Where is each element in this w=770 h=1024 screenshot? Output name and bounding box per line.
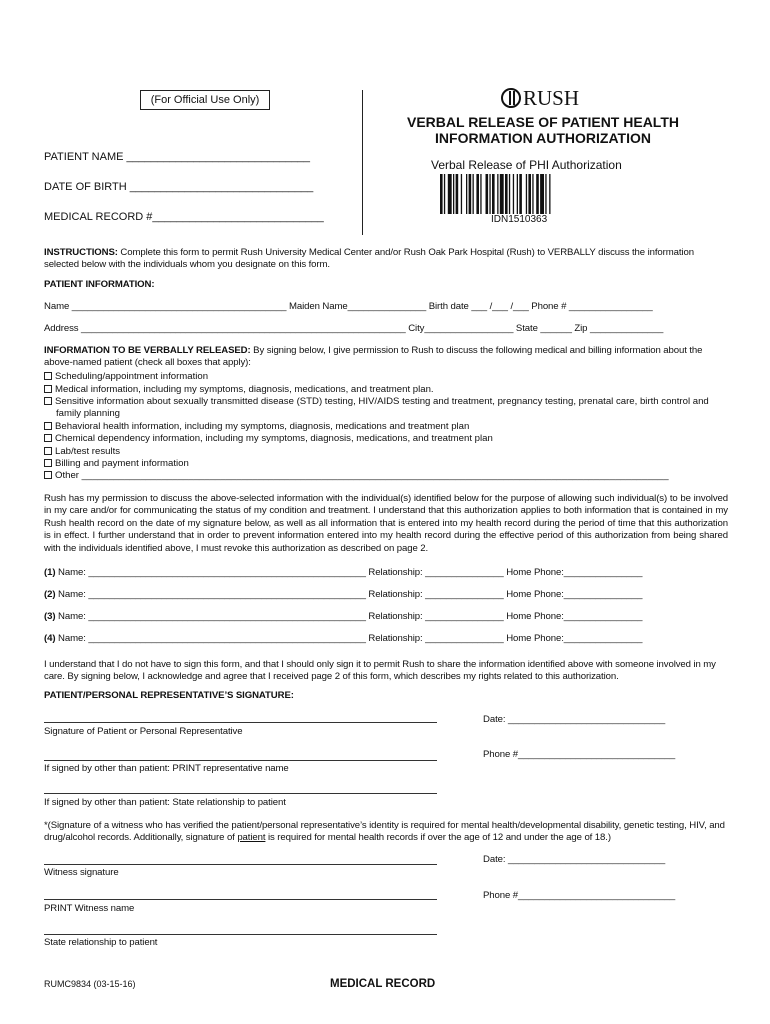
medical-record-footer: MEDICAL RECORD bbox=[330, 978, 436, 990]
checkbox[interactable] bbox=[44, 459, 52, 467]
rush-logo bbox=[501, 86, 579, 111]
representative-phone-field[interactable]: Phone #______________________________ bbox=[483, 749, 676, 760]
witness-signature-line[interactable] bbox=[44, 864, 437, 865]
form-title-line-1: VERBAL RELEASE OF PATIENT HEALTH bbox=[407, 114, 679, 130]
rush-logo-icon bbox=[501, 88, 521, 108]
barcode-bar bbox=[489, 174, 490, 214]
barcode-bar bbox=[486, 174, 489, 214]
barcode-number: IDN1510363 bbox=[491, 214, 548, 225]
barcode-bar bbox=[526, 174, 527, 214]
patient-date-field[interactable]: Date: ______________________________ bbox=[483, 714, 666, 725]
checkbox[interactable] bbox=[44, 385, 52, 393]
release-option-label: Behavioral health information, including my symptoms, diagnosis, medications and treatment plan bbox=[55, 421, 470, 432]
individual-number: (2) bbox=[44, 589, 56, 600]
barcode-bar bbox=[456, 174, 459, 214]
individual-fields[interactable]: Name: _____________________________________________________ Relationship: _______________ Home Phone:_______________ bbox=[55, 589, 643, 600]
barcode bbox=[440, 174, 606, 214]
barcode-bar bbox=[473, 174, 474, 214]
patient-info-line-1[interactable]: Name _________________________________________ Maiden Name_______________ Birth date ___ /___ /___ Phone # ________________ bbox=[44, 301, 653, 312]
barcode-bar bbox=[545, 174, 546, 214]
header-divider bbox=[362, 90, 363, 235]
checkbox[interactable] bbox=[44, 372, 52, 380]
checkbox[interactable] bbox=[44, 397, 52, 405]
witness-name-label: PRINT Witness name bbox=[44, 903, 135, 914]
individual-number: (1) bbox=[44, 567, 56, 578]
barcode-bar bbox=[509, 174, 510, 214]
form-title bbox=[378, 114, 708, 146]
barcode-bar bbox=[440, 174, 443, 214]
barcode-bar bbox=[549, 174, 550, 214]
barcode-bar bbox=[461, 174, 462, 214]
checkbox[interactable] bbox=[44, 471, 52, 479]
release-option-label: Sensitive information about sexually transmitted disease (STD) testing, HIV/AIDS testing and treatment, pregnancy testing, prenatal care, birth control and family planning bbox=[55, 396, 709, 420]
permission-paragraph: Rush has my permission to discuss the above-selected information with the individual(s) identified below for the purpose of allowing such individual(s) to be involved in my care and/or for communicating the status of my condition and treatment. I understand that this authorization applies to both information that is contained in my Rush health record on the date of my signature below, as well as all information that is entered into my health record during the period of time that this authorization is in effect. I further understand that in order to prevent information entered into my health record during the effective period of this authorization from being shared with the individuals identified above, I must revoke this authorization as described on page 2. bbox=[44, 493, 728, 554]
barcode-bar bbox=[466, 174, 467, 214]
barcode-bar bbox=[480, 174, 481, 214]
barcode-bar bbox=[519, 174, 522, 214]
witness-name-line[interactable] bbox=[44, 899, 437, 900]
barcode-bar bbox=[505, 174, 508, 214]
witness-phone-field[interactable]: Phone #______________________________ bbox=[483, 890, 676, 901]
representative-name-line[interactable] bbox=[44, 760, 437, 761]
release-label: INFORMATION TO BE VERBALLY RELEASED: bbox=[44, 345, 251, 356]
signature-header: PATIENT/PERSONAL REPRESENTATIVE’S SIGNATURE: bbox=[44, 690, 294, 701]
release-option-label: Medical information, including my symptoms, diagnosis, medications, and treatment plan. bbox=[55, 384, 434, 395]
individual-number: (4) bbox=[44, 633, 56, 644]
form-number: RUMC9834 (03-15-16) bbox=[44, 979, 136, 989]
patient-info-header: PATIENT INFORMATION: bbox=[44, 279, 155, 290]
individual-number: (3) bbox=[44, 611, 56, 622]
individual-4-row[interactable] bbox=[44, 633, 642, 644]
release-option-sensitive[interactable] bbox=[44, 396, 728, 421]
release-option-label: Chemical dependency information, including my symptoms, diagnosis, medications, and treatment plan bbox=[55, 433, 493, 444]
barcode-title: Verbal Release of PHI Authorization bbox=[431, 158, 622, 172]
representative-relationship-line[interactable] bbox=[44, 793, 437, 794]
witness-date-field[interactable]: Date: ______________________________ bbox=[483, 854, 666, 865]
barcode-bar bbox=[513, 174, 514, 214]
barcode-bar bbox=[497, 174, 498, 214]
release-option-label: Billing and payment information bbox=[55, 458, 189, 469]
individual-2-row[interactable] bbox=[44, 589, 642, 600]
barcode-bar bbox=[540, 174, 544, 214]
checkbox[interactable] bbox=[44, 434, 52, 442]
witness-note bbox=[44, 820, 728, 845]
representative-relationship-label: If signed by other than patient: State relationship to patient bbox=[44, 797, 286, 808]
release-option-label: Other ______________________________________________________________________________________________________________ bbox=[55, 470, 669, 481]
patient-signature-label: Signature of Patient or Personal Representative bbox=[44, 726, 243, 737]
individual-fields[interactable]: Name: _____________________________________________________ Relationship: _______________ Home Phone:_______________ bbox=[55, 611, 643, 622]
barcode-bar bbox=[448, 174, 452, 214]
witness-note-patient: patient bbox=[237, 832, 266, 844]
instructions-label: INSTRUCTIONS: bbox=[44, 247, 118, 258]
release-option-chemical[interactable] bbox=[44, 433, 736, 445]
instructions-text: Complete this form to permit Rush University Medical Center and/or Rush Oak Park Hospital (Rush) to VERBALLY discuss the information selected below with the individuals whom you designate on this form. bbox=[44, 247, 694, 271]
witness-relationship-line[interactable] bbox=[44, 934, 437, 935]
release-option-other[interactable] bbox=[44, 470, 728, 482]
official-use-box: (For Official Use Only) bbox=[140, 90, 270, 110]
release-option-label: Scheduling/appointment information bbox=[55, 371, 209, 382]
witness-note-text-end: is required for mental health records if over the age of 12 and under the age of 18.) bbox=[265, 832, 611, 844]
barcode-bar bbox=[536, 174, 539, 214]
release-option-billing[interactable] bbox=[44, 458, 736, 470]
instructions bbox=[44, 247, 728, 272]
checkbox[interactable] bbox=[44, 422, 52, 430]
barcode-bar bbox=[517, 174, 518, 214]
individual-fields[interactable]: Name: _____________________________________________________ Relationship: _______________ Home Phone:_______________ bbox=[55, 633, 643, 644]
release-option-label: Lab/test results bbox=[55, 446, 121, 457]
individual-fields[interactable]: Name: _____________________________________________________ Relationship: _______________ Home Phone:_______________ bbox=[55, 567, 643, 578]
patient-signature-line[interactable] bbox=[44, 722, 437, 723]
barcode-bar bbox=[492, 174, 495, 214]
representative-name-label: If signed by other than patient: PRINT representative name bbox=[44, 763, 289, 774]
barcode-bar bbox=[453, 174, 454, 214]
witness-signature-label: Witness signature bbox=[44, 867, 119, 878]
release-option-behavioral[interactable] bbox=[44, 421, 736, 433]
witness-note-text: *(Signature of a witness who has verified the patient/personal representative’s identity is required for mental health/developmental disability, genetic testing, HIV, and drug/alcohol records. Additionally, signature of bbox=[44, 820, 725, 844]
barcode-bar bbox=[469, 174, 472, 214]
barcode-bar bbox=[528, 174, 531, 214]
release-option-scheduling[interactable] bbox=[44, 371, 736, 383]
patient-name-field[interactable]: PATIENT NAME ______________________________ bbox=[44, 151, 311, 163]
date-of-birth-field[interactable]: DATE OF BIRTH ______________________________ bbox=[44, 181, 314, 193]
understand-paragraph: I understand that I do not have to sign this form, and that I should only sign it to permit Rush to share the information identified above with someone involved in my care. By signing below, I acknowledge and agree that I received page 2 of this form, which describes my rights related to this authorization. bbox=[44, 659, 716, 683]
rush-logo-text: RUSH bbox=[523, 86, 580, 110]
medical-record-field[interactable]: MEDICAL RECORD #____________________________ bbox=[44, 211, 324, 223]
individual-3-row[interactable] bbox=[44, 611, 642, 622]
checkbox[interactable] bbox=[44, 447, 52, 455]
patient-info-line-2[interactable]: Address ______________________________________________________________ City_________________ State ______ Zip ______________ bbox=[44, 323, 664, 334]
form-title-line-2: INFORMATION AUTHORIZATION bbox=[435, 130, 651, 146]
barcode-bar bbox=[444, 174, 445, 214]
release-option-lab[interactable] bbox=[44, 446, 736, 458]
individual-1-row[interactable] bbox=[44, 567, 642, 578]
release-intro bbox=[44, 345, 728, 370]
barcode-bar bbox=[532, 174, 533, 214]
release-option-medical[interactable] bbox=[44, 384, 736, 396]
barcode-bar bbox=[500, 174, 504, 214]
barcode-bar bbox=[476, 174, 479, 214]
witness-relationship-label: State relationship to patient bbox=[44, 937, 158, 948]
release-text: By signing below, I give permission to Rush to discuss the following medical and billing information about the above-named patient (check all boxes that apply): bbox=[44, 345, 703, 369]
